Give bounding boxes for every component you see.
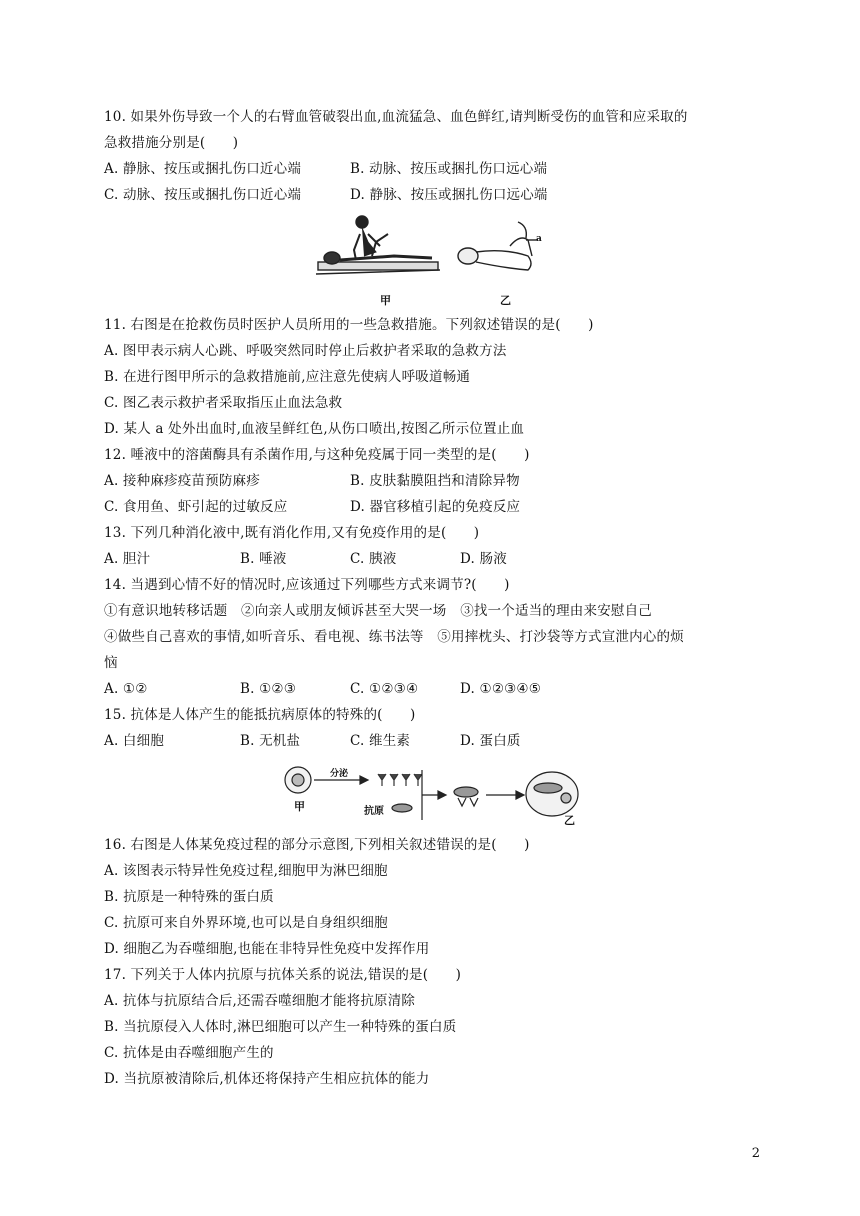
immune-process-figure [282,760,582,828]
figure-label-cell-jia: 甲 [294,800,305,813]
question-12-option-d: D. 器官移植引起的免疫反应 [350,499,521,515]
figure-label-antigen: 抗原 [364,806,384,817]
question-16-option-c: C. 抗原可来自外界环境,也可以是自身组织细胞 [104,915,388,931]
question-14-items-line-1: ①有意识地转移话题 ②向亲人或朋友倾诉甚至大哭一场 ③找一个适当的理由来安慰自己 [104,603,652,619]
question-10-option-b: B. 动脉、按压或捆扎伤口远心端 [350,161,548,177]
question-13-stem: 13. 下列几种消化液中,既有消化作用,又有免疫作用的是( ) [104,525,480,541]
antigen-shape [392,804,412,812]
first-aid-illustration [314,212,554,308]
phagocyte-cell [526,772,578,816]
page-number: 2 [751,1146,760,1161]
question-17-option-c: C. 抗体是由吞噬细胞产生的 [104,1045,274,1061]
question-15-option-c: C. 维生素 [350,733,411,749]
cpr-scene [316,216,440,274]
question-16-stem: 16. 右图是人体某免疫过程的部分示意图,下列相关叙述错误的是( ) [104,837,530,853]
antigen-antibody-complex [454,787,478,806]
question-12-stem: 12. 唾液中的溶菌酶具有杀菌作用,与这种免疫属于同一类型的是( ) [104,447,530,463]
question-11-option-b: B. 在进行图甲所示的急救措施前,应注意先使病人呼吸道畅通 [104,369,471,385]
question-14-option-b: B. ①②③ [240,681,297,697]
question-16-option-d: D. 细胞乙为吞噬细胞,也能在非特异性免疫中发挥作用 [104,941,430,957]
question-14-option-a: A. ①② [104,681,148,697]
question-17-option-b: B. 当抗原侵入人体时,淋巴细胞可以产生一种特殊的蛋白质 [104,1019,457,1035]
question-10-option-c: C. 动脉、按压或捆扎伤口近心端 [104,187,302,203]
question-17-option-d: D. 当抗原被清除后,机体还将保持产生相应抗体的能力 [104,1071,430,1087]
question-15-option-a: A. 白细胞 [104,733,165,749]
question-17-option-a: A. 抗体与抗原结合后,还需吞噬细胞才能将抗原清除 [104,993,416,1009]
question-14-items-line-3: 恼 [104,655,118,671]
question-14-stem: 14. 当遇到心情不好的情况时,应该通过下列哪些方式来调节?( ) [104,577,510,593]
question-14-items-line-2: ④做些自己喜欢的事情,如听音乐、看电视、练书法等 ⑤用摔枕头、打沙袋等方式宣泄内心的烦 [104,629,684,645]
question-11-option-c: C. 图乙表示救护者采取指压止血法急救 [104,395,343,411]
immune-process-diagram [282,760,582,828]
question-13-option-b: B. 唾液 [240,551,287,567]
question-10-option-a: A. 静脉、按压或捆扎伤口近心端 [104,161,302,177]
antibody-icons [378,774,422,786]
figure-mark-a: a [536,234,542,244]
question-12-option-c: C. 食用鱼、虾引起的过敏反应 [104,499,288,515]
question-12-option-a: A. 接种麻疹疫苗预防麻疹 [104,473,260,489]
question-14-option-d: D. ①②③④⑤ [460,681,542,697]
question-11-option-a: A. 图甲表示病人心跳、呼吸突然同时停止后救护者采取的急救方法 [104,343,507,359]
figure-label-jia: 甲 [380,294,391,307]
arm-pressure-scene [458,222,538,270]
figure-label-yi: 乙 [500,294,511,307]
first-aid-figure [314,212,554,308]
question-16-option-b: B. 抗原是一种特殊的蛋白质 [104,889,274,905]
question-13-option-d: D. 肠液 [460,551,507,567]
question-13-option-a: A. 胆汁 [104,551,151,567]
figure-label-secrete: 分泌 [330,769,349,779]
question-11-stem: 11. 右图是在抢救伤员时医护人员所用的一些急救措施。下列叙述错误的是( ) [104,317,594,333]
question-15-option-d: D. 蛋白质 [460,733,521,749]
question-12-option-b: B. 皮肤黏膜阻挡和清除异物 [350,473,520,489]
question-17-stem: 17. 下列关于人体内抗原与抗体关系的说法,错误的是( ) [104,967,462,983]
question-15-option-b: B. 无机盐 [240,733,301,749]
question-10-stem: 10. 如果外伤导致一个人的右臂血管破裂出血,血流猛急、血色鲜红,请判断受伤的血管和应采取的 [104,109,688,125]
figure-label-cell-yi: 乙 [564,814,575,827]
question-14-option-c: C. ①②③④ [350,681,419,697]
question-10-stem-continued: 急救措施分别是( ) [104,135,239,151]
question-11-option-d: D. 某人 a 处外出血时,血液呈鲜红色,从伤口喷出,按图乙所示位置止血 [104,421,525,437]
question-13-option-c: C. 胰液 [350,551,397,567]
question-16-option-a: A. 该图表示特异性免疫过程,细胞甲为淋巴细胞 [104,863,388,879]
question-10-option-d: D. 静脉、按压或捆扎伤口远心端 [350,187,548,203]
question-15-stem: 15. 抗体是人体产生的能抵抗病原体的特殊的( ) [104,707,416,723]
